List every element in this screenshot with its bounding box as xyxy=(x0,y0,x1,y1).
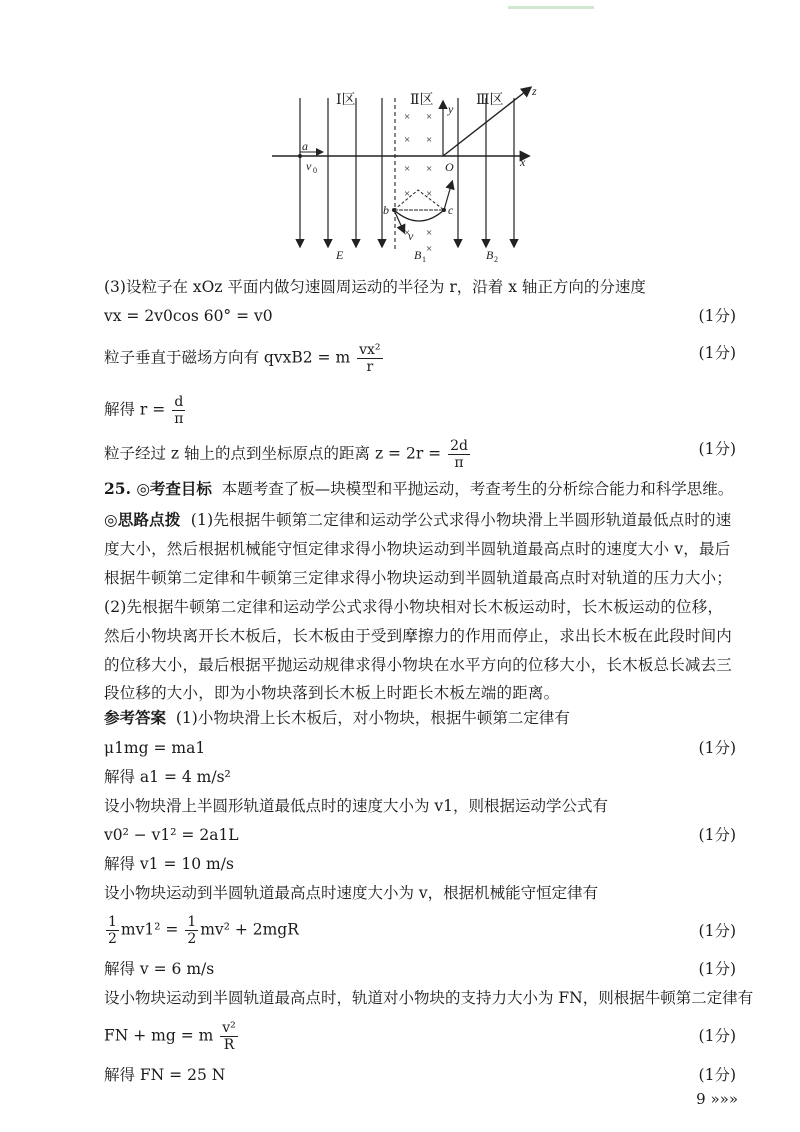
svg-text:×: × xyxy=(404,163,411,175)
label-v0-sub: 0 xyxy=(313,166,317,175)
svg-text:×: × xyxy=(426,163,433,175)
label-origin: O xyxy=(445,160,454,174)
score: (1分) xyxy=(698,739,736,757)
label-v0: v xyxy=(306,159,312,173)
svg-text:×: × xyxy=(404,111,411,123)
svg-text:×: × xyxy=(426,227,433,239)
answer-eq3: $\frac{1}{2}$ mv1² = $\frac{1}{2}$ mv² + 2mgR xyxy=(108,914,299,947)
region1-label: Ⅰ区 xyxy=(336,93,356,108)
part3-eq3: 解得 r = $\frac{d}{\pi}$ xyxy=(104,394,184,427)
q25-hint1: ◎思路点拨 (1)先根据牛顿第二定律和运动学公式求得小物块滑上半圆形轨道最低点时的速度大小，然后根据机械能守恒定律求得小物块运动到半圆轨道最高点时的速度大小 v，最后根据牛顿第二定律和牛顿第三定律求得小物块运动到半圆轨道最高点时对轨道的压力大小； xyxy=(104,510,733,587)
label-B2: B xyxy=(486,248,494,262)
label-B1: B xyxy=(414,248,422,262)
answer-res2: 解得 v1 = 10 m/s xyxy=(104,855,234,873)
magnetic-field-lines-b2 xyxy=(458,98,514,246)
score: (1分) xyxy=(698,1027,736,1045)
score: (1分) xyxy=(698,1066,736,1084)
svg-text:×: × xyxy=(426,111,433,123)
label-c: c xyxy=(448,203,454,217)
label-a: a xyxy=(302,139,308,153)
score: (1分) xyxy=(698,344,736,362)
physics-figure xyxy=(0,0,800,270)
svg-text:×: × xyxy=(404,134,411,146)
label-x: x xyxy=(520,155,526,169)
svg-text:×: × xyxy=(426,243,433,255)
particle-arc xyxy=(394,210,444,221)
part3-eq2: 粒子垂直于磁场方向有 qvxB2 = m $\frac{\text{vx²}}{r}$ xyxy=(104,342,381,375)
q25-hint2: (2)先根据牛顿第二定律和运动学公式求得小物块相对长木板运动时，长木板运动的位移，然后小物块离开长木板后，长木板由于受到摩擦力的作用而停止，求出长木板在此段时间内的位移大小，最后根据平抛运动规律求得小物块在水平方向的位移大小，长木板总长减去三段位移的大小，即为小物块落到长木板上时距长木板左端的距离。 xyxy=(104,598,733,703)
score: (1分) xyxy=(698,440,736,458)
label-b: b xyxy=(383,203,389,217)
score: (1分) xyxy=(698,307,736,325)
region3-label: Ⅲ区 xyxy=(476,93,504,108)
label-E: E xyxy=(336,248,344,262)
answer-res3: 解得 v = 6 m/s xyxy=(104,960,215,978)
svg-text:×: × xyxy=(404,188,411,200)
label-z: z xyxy=(532,84,537,98)
part3-eq4: 粒子经过 z 轴上的点到坐标原点的距离 z = 2r = $\frac{2d}{\pi}$ xyxy=(104,438,468,471)
answer-eq1: μ1mg = ma1 xyxy=(104,739,206,757)
part3-eq1: vx = 2v0cos 60° = v0 xyxy=(104,307,273,325)
region2-label: Ⅱ区 xyxy=(410,93,434,108)
answer-intro: 参考答案 (1)小物块滑上长木板后，对小物块，根据牛顿第二定律有 xyxy=(104,708,570,727)
answer-eq4: FN + mg = m $\frac{\text{v²}}{R}$ xyxy=(104,1020,236,1053)
label-v: v xyxy=(408,229,414,243)
svg-text:×: × xyxy=(426,188,433,200)
page-number: 9 »»» xyxy=(696,1090,738,1108)
score: (1分) xyxy=(698,922,736,940)
answer-text2: 设小物块滑上半圆形轨道最低点时的速度大小为 v1，则根据运动学公式有 xyxy=(104,797,609,815)
q25-goal: 25. ◎考查目标 本题考查了板—块模型和平抛运动，考查考生的分析综合能力和科学思维。 xyxy=(104,479,734,498)
score: (1分) xyxy=(698,960,736,978)
label-B1-sub: 1 xyxy=(422,255,426,264)
label-y: y xyxy=(448,102,454,116)
label-B2-sub: 2 xyxy=(494,255,498,264)
answer-res4: 解得 FN = 25 N xyxy=(104,1066,226,1084)
svg-text:×: × xyxy=(426,134,433,146)
answer-text3: 设小物块运动到半圆轨道最高点时速度大小为 v，根据机械能守恒定律有 xyxy=(104,884,599,902)
dashed-triangle xyxy=(394,190,444,210)
answer-eq2: v0² − v1² = 2a1L xyxy=(104,826,239,844)
part3-intro: (3)设粒子在 xOz 平面内做匀速圆周运动的半径为 r，沿着 x 轴正方向的分速度 xyxy=(104,278,646,296)
score: (1分) xyxy=(698,826,736,844)
svg-text:×: × xyxy=(404,227,411,239)
answer-text4: 设小物块运动到半圆轨道最高点时，轨道对小物块的支持力大小为 FN，则根据牛顿第二定律有 xyxy=(104,989,754,1007)
answer-res1: 解得 a1 = 4 m/s² xyxy=(104,768,231,786)
